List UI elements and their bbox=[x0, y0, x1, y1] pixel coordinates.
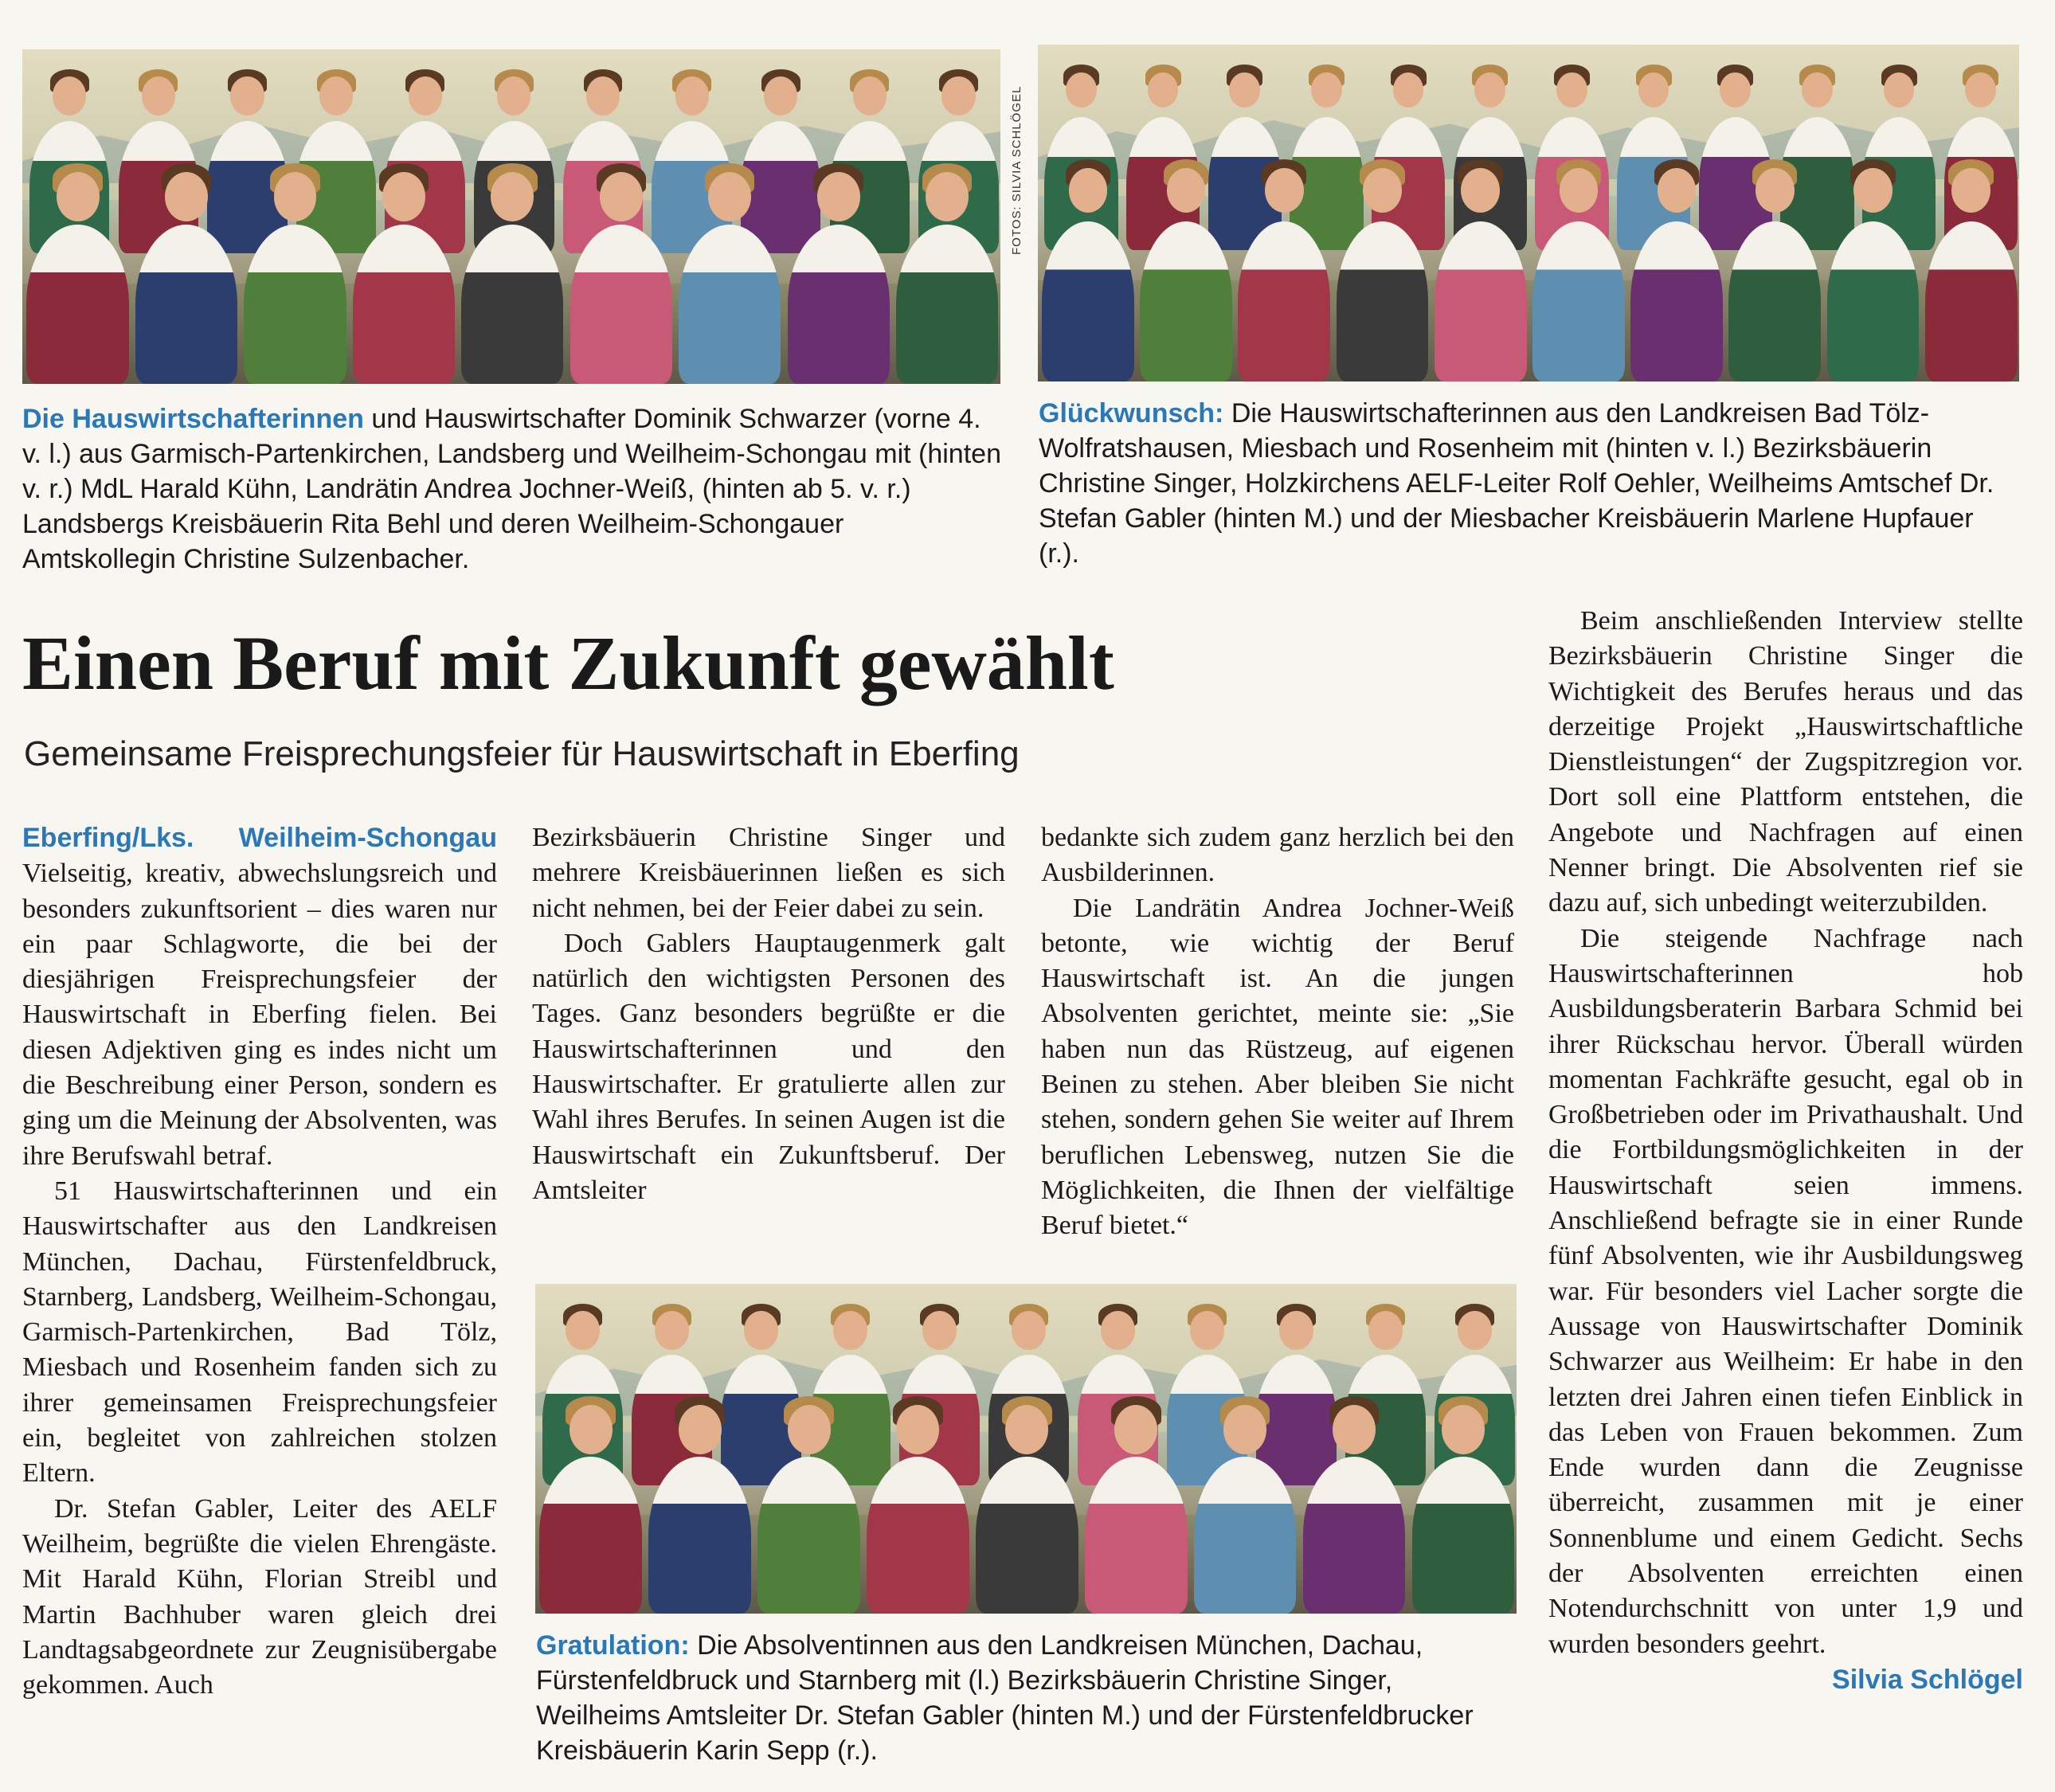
paragraph: 51 Hauswirtschafterinnen und ein Hauswirtschafter aus den Landkreisen München, Dachau, Fürstenfeldbruck, Starnberg, Landsberg, Weilheim-Schongau, Garmisch-Partenkirchen, Bad Tölz, Miesbach und Rosenheim fanden sich zu ihrer gemeinsamen Freisprechungsfeier ein, begleitet von zahlreichen stolzen Eltern. bbox=[22, 1176, 497, 1489]
photo-caption-2 bbox=[1039, 396, 2020, 571]
person-head bbox=[708, 172, 751, 221]
person-head bbox=[1458, 1311, 1491, 1350]
group-photo-3 bbox=[535, 1284, 1517, 1614]
person-figure bbox=[1140, 221, 1232, 381]
photo-credit: FOTOS: SILVIA SCHLÖGEL bbox=[1010, 85, 1024, 255]
person-head bbox=[1853, 168, 1893, 213]
person-head bbox=[655, 1311, 688, 1350]
person-head bbox=[1720, 72, 1751, 108]
person-head bbox=[1368, 1311, 1402, 1350]
caption-text: Die Absolventinnen aus den Landkreisen München, Dachau, Fürstenfeldbruck und Starnberg mit (l.) Bezirksbäuerin Christine Singer, Weilheims Amtsleiter Dr. Stefan Gabler (hinten M.) und der Fürstenfeldbrucker Kreisbäuerin Karin Sepp (r.). bbox=[536, 1630, 1474, 1766]
person-head bbox=[675, 76, 709, 115]
paragraph: Die steigende Nachfrage nach Hauswirtschafterinnen hob Ausbildungsberaterin Barbara Schmid bei ihrer Rückschau hervor. Überall würden momentan Fachkräfte gesucht, egal ob in Großbetrieben oder im Privathaushalt. Und die Fortbildungsmöglichkeiten in der Hauswirtschaft seien immens. Anschließend befragte sie in einer Runde fünf Absolventen, wie ihr Ausbildungsweg war. Für besonders viel Lacher sorgte die Aussage von Hauswirtschafter Dominik Schwarzer aus Weilheim: Er habe in den letzten drei Jahren einen tiefen Einblick in das Leben von Frauen bekommen. Zum Ende wurden dann die Zeugnisse überreicht, zusammen mit je einer Sonnenblume und einem Gedicht. Sechs der Absolventen erreichten einen Notendurchschnitt von unter 1,9 und wurden besonders geehrt. bbox=[1548, 923, 2023, 1659]
caption-lead: Die Hauswirtschafterinnen bbox=[22, 404, 364, 434]
person-head bbox=[274, 172, 317, 221]
article-column-3 bbox=[1041, 820, 1514, 1244]
photo-caption-1 bbox=[22, 401, 1002, 577]
person-head bbox=[1114, 1405, 1157, 1454]
person-figure bbox=[26, 225, 128, 384]
person-head bbox=[1279, 1311, 1313, 1350]
photo-caption-3 bbox=[536, 1628, 1516, 1768]
person-figure bbox=[867, 1457, 969, 1614]
person-head bbox=[1223, 1405, 1266, 1454]
person-figure bbox=[1925, 221, 2018, 381]
group-photo-2 bbox=[1038, 45, 2019, 381]
person-head bbox=[491, 172, 534, 221]
person-figure bbox=[1303, 1457, 1406, 1614]
person-head bbox=[319, 76, 353, 115]
person-figure bbox=[679, 225, 781, 384]
person-head bbox=[1965, 72, 1996, 108]
paragraph: bedankte sich zudem ganz herzlich bei den Ausbilderinnen. bbox=[1041, 823, 1514, 888]
person-head bbox=[788, 1405, 831, 1454]
person-head bbox=[566, 1311, 599, 1350]
person-head bbox=[1229, 72, 1260, 108]
person-head bbox=[1069, 168, 1108, 213]
article-column-4 bbox=[1548, 604, 2023, 1697]
article-subheadline: Gemeinsame Freisprechungsfeier für Hauswirtschaft in Eberfing bbox=[24, 734, 1020, 773]
paragraph: Dr. Stefan Gabler, Leiter des AELF Weilheim, begrüßte die vielen Ehrengäste. Mit Harald Kühn, Florian Streibl und Martin Bachhuber waren gleich drei Landtagsabgeordnete zur Zeugnisübergabe gekommen. Auch bbox=[22, 1493, 497, 1700]
caption-text: Die Hauswirtschafterinnen aus den Landkreisen Bad Tölz-Wolfratshausen, Miesbach und Rosenheim mit (hinten v. l.) Bezirksbäuerin Christine Singer, Holzkirchens AELF-Leiter Rolf Oehler, Weilheims Amtschef Dr. Stefan Gabler (hinten M.) und der Miesbacher Kreisbäuerin Marlene Hupfauer (r.). bbox=[1039, 398, 1994, 569]
caption-lead: Glückwunsch: bbox=[1039, 398, 1224, 428]
paragraph: Doch Gablers Hauptaugenmerk galt natürlich den wichtigsten Personen des Tages. Ganz besonders begrüßte er die Hauswirtschafterinnen und den Hauswirtschafter. Er gratulierte allen zur Wahl ihres Berufes. In seinen Augen ist die Hauswirtschaft ein Zukunftsberuf. Der Amtsleiter bbox=[532, 928, 1005, 1205]
person-figure bbox=[648, 1457, 751, 1614]
person-head bbox=[679, 1405, 722, 1454]
person-head bbox=[922, 1311, 956, 1350]
person-head bbox=[1556, 72, 1587, 108]
person-head bbox=[230, 76, 264, 115]
article-author: Silvia Schlögel bbox=[1832, 1664, 2023, 1695]
person-head bbox=[165, 172, 208, 221]
article-headline: Einen Beruf mit Zukunft gewählt bbox=[22, 620, 1114, 706]
person-head bbox=[1005, 1405, 1048, 1454]
paragraph: Die Landrätin Andrea Jochner-Weiß betonte, wie wichtig der Beruf Hauswirtschaft ist. An die jungen Absolventen gerichtet, meinte sie: „Sie haben nun das Rüstzeug, auf eigenen Beinen zu stehen. Aber bleiben Sie nicht stehen, sondern gehen Sie weiter auf Ihrem beruflichen Lebensweg, nutzen Sie die Möglichkeiten, die Ihnen der vielfältige Beruf bietet.“ bbox=[1041, 893, 1514, 1241]
person-head bbox=[853, 76, 887, 115]
person-figure bbox=[1630, 221, 1723, 381]
person-figure bbox=[1728, 221, 1821, 381]
person-head bbox=[1363, 168, 1402, 213]
person-head bbox=[53, 76, 86, 115]
person-head bbox=[744, 1311, 777, 1350]
person-head bbox=[1265, 168, 1304, 213]
person-figure bbox=[1827, 221, 1920, 381]
person-head bbox=[1560, 168, 1599, 213]
person-figure bbox=[1412, 1457, 1515, 1614]
person-figure bbox=[1042, 221, 1134, 381]
person-head bbox=[833, 1311, 867, 1350]
person-head bbox=[1756, 168, 1795, 213]
person-figure bbox=[1532, 221, 1625, 381]
person-head bbox=[1474, 72, 1505, 108]
paragraph: Bezirksbäuerin Christine Singer und mehrere Kreisbäuerinnen ließen es sich nicht nehmen, bei der Feier dabei zu sein. bbox=[532, 823, 1005, 923]
person-head bbox=[1442, 1405, 1485, 1454]
person-figure bbox=[1337, 221, 1429, 381]
person-head bbox=[941, 76, 975, 115]
person-figure bbox=[757, 1457, 860, 1614]
person-head bbox=[586, 76, 620, 115]
person-head bbox=[1951, 168, 1990, 213]
person-figure bbox=[896, 225, 998, 384]
person-figure bbox=[244, 225, 346, 384]
person-head bbox=[570, 1405, 613, 1454]
person-head bbox=[1066, 72, 1097, 108]
caption-lead: Gratulation: bbox=[536, 1630, 690, 1661]
person-head bbox=[926, 172, 969, 221]
person-head bbox=[1333, 1405, 1376, 1454]
person-head bbox=[600, 172, 643, 221]
person-head bbox=[382, 172, 425, 221]
person-head bbox=[1802, 72, 1833, 108]
person-figure bbox=[1238, 221, 1330, 381]
person-figure bbox=[1435, 221, 1527, 381]
person-head bbox=[764, 76, 797, 115]
person-figure bbox=[788, 225, 890, 384]
person-figure bbox=[1085, 1457, 1188, 1614]
person-head bbox=[57, 172, 100, 221]
person-head bbox=[1012, 1311, 1045, 1350]
person-figure bbox=[135, 225, 237, 384]
person-head bbox=[1101, 1311, 1134, 1350]
person-head bbox=[1658, 168, 1697, 213]
article-dateline: Eberfing/Lks. Weilheim-Schongau bbox=[22, 823, 497, 853]
person-head bbox=[1190, 1311, 1223, 1350]
group-photo-1 bbox=[22, 49, 1000, 384]
person-head bbox=[142, 76, 175, 115]
person-figure bbox=[461, 225, 563, 384]
caption-text: und Hauswirtschafter Dominik Schwarzer (vorne 4. v. l.) aus Garmisch-Partenkirchen, Landsberg und Weilheim-Schongau mit (hinten v. r.) MdL Harald Kühn, Landrätin Andrea Jochner-Weiß, (hinten ab 5. v. r.) Landsbergs Kreisbäuerin Rita Behl und deren Weilheim-Schongauer Amtskollegin Christine Sulzenbacher. bbox=[22, 404, 1001, 574]
person-figure bbox=[539, 1457, 642, 1614]
person-head bbox=[817, 172, 860, 221]
person-head bbox=[1311, 72, 1342, 108]
person-figure bbox=[570, 225, 672, 384]
person-figure bbox=[1194, 1457, 1297, 1614]
paragraph: Beim anschließenden Interview stellte Bezirksbäuerin Christine Singer die Wichtigkeit des Berufes heraus und das derzeitige Projekt „Hauswirtschaftliche Dienstleistungen“ der Zugspitzregion vor. Dort soll eine Plattform entstehen, die Angebote und Nachfragen auf einen Nenner bringt. Die Absolventen rief sie dazu auf, sich unbedingt weiterzubilden. bbox=[1548, 606, 2023, 918]
person-head bbox=[1461, 168, 1500, 213]
person-figure bbox=[353, 225, 455, 384]
person-head bbox=[409, 76, 442, 115]
person-figure bbox=[976, 1457, 1078, 1614]
article-column-2 bbox=[532, 820, 1005, 1208]
article-column-1 bbox=[22, 820, 497, 1703]
paragraph: Vielseitig, kreativ, abwechslungsreich und besonders zukunftsorient – dies waren nur ein paar Schlagworte, die bei der diesjährigen Freisprechungsfeier der Hauswirtschaft in Eberfing fielen. Bei diesen Adjektiven ging es indes nicht um die Beschreibung einer Person, sondern es ging um die Meinung der Absolventen, was ihre Berufswahl betraf. bbox=[22, 859, 497, 1171]
person-head bbox=[896, 1405, 939, 1454]
person-head bbox=[1167, 168, 1206, 213]
